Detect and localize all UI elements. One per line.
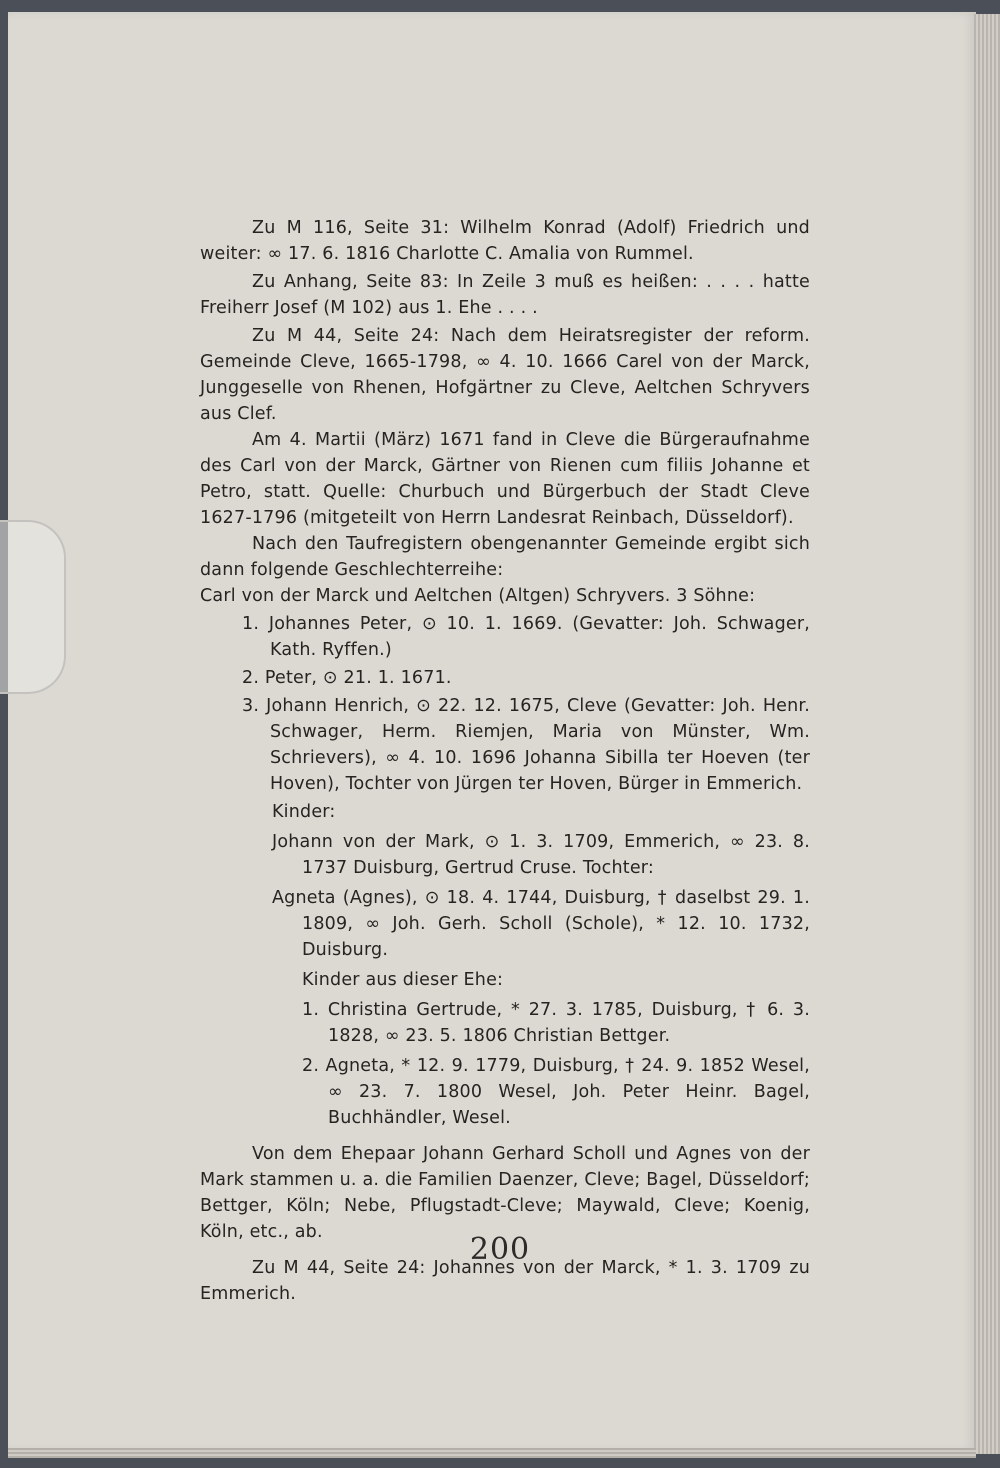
child-johann: Johann von der Mark, ⊙ 1. 3. 1709, Emmerich, ∞ 23. 8. 1737 Duisburg, Gertrud Cruse. Tochter: bbox=[272, 832, 810, 878]
paragraph-anhang: Zu Anhang, Seite 83: In Zeile 3 muß es heißen: . . . . hatte Freiherr Josef (M 102) aus 1. Ehe . . . . bbox=[200, 272, 810, 318]
paragraph-carl-family: Carl von der Marck und Aeltchen (Altgen) Schryvers. 3 Söhne: bbox=[200, 586, 756, 606]
page-body bbox=[200, 215, 810, 1317]
son-entry-1: 1. Johannes Peter, ⊙ 10. 1. 1669. (Gevatter: Joh. Schwager, Kath. Ryffen.) bbox=[242, 614, 810, 660]
grandchild-agneta: Agneta (Agnes), ⊙ 18. 4. 1744, Duisburg, † daselbst 29. 1. 1809, ∞ Joh. Gerh. Scholl (Schole), * 12. 10. 1732, Duisburg. bbox=[272, 888, 810, 960]
paragraph-families: Von dem Ehepaar Johann Gerhard Scholl und Agnes von der Mark stammen u. a. die Familien Daenzer, Cleve; Bagel, Düsseldorf; Bettger, Köln; Nebe, Pflugstadt-Cleve; Maywald, Cleve; Koenig, Köln, etc., ab. bbox=[200, 1144, 810, 1242]
page-number: 200 bbox=[469, 1232, 531, 1267]
paragraph-taufregister: Nach den Taufregistern obengenannter Gemeinde ergibt sich dann folgende Geschlechterreihe: bbox=[200, 534, 810, 580]
son-entry-2: 2. Peter, ⊙ 21. 1. 1671. bbox=[242, 668, 452, 688]
paragraph-m116: Zu M 116, Seite 31: Wilhelm Konrad (Adolf) Friedrich und weiter: ∞ 17. 6. 1816 Charlotte C. Amalia von Rummel. bbox=[200, 218, 810, 264]
paragraph-m44-johannes: Zu M 44, Seite 24: Johannes von der Marck, * 1. 3. 1709 zu Emmerich. bbox=[200, 1258, 810, 1304]
son-entry-3: 3. Johann Henrich, ⊙ 22. 12. 1675, Cleve (Gevatter: Joh. Henr. Schwager, Herm. Riemjen, Maria von Münster, Wm. Schrievers), ∞ 4. 10. 1696 Johanna Sibilla ter Hoeven (ter Hoven), Tochter von Jürgen ter Hoven, Bürger in Emmerich. bbox=[242, 696, 810, 794]
kinder-ehe-label: Kinder aus dieser Ehe: bbox=[302, 970, 504, 990]
paragraph-buergeraufnahme: Am 4. Martii (März) 1671 fand in Cleve die Bürgeraufnahme des Carl von der Marck, Gärtner von Rienen cum filiis Johanne et Petro, statt. Quelle: Churbuch und Bürgerbuch der Stadt Cleve 1627-1796 (mitgeteilt von Herrn Landesrat Reinbach, Düsseldorf). bbox=[200, 430, 810, 528]
paragraph-m44-heiratsregister: Zu M 44, Seite 24: Nach dem Heiratsregister der reform. Gemeinde Cleve, 1665-1798, ∞ 4. 10. 1666 Carel von der Marck, Junggeselle von Rhenen, Hofgärtner zu Cleve, Aeltchen Schryvers aus Clef. bbox=[200, 326, 810, 424]
kinder-label: Kinder: bbox=[272, 802, 336, 822]
great-grandchild-2: 2. Agneta, * 12. 9. 1779, Duisburg, † 24. 9. 1852 Wesel, ∞ 23. 7. 1800 Wesel, Joh. Peter Heinr. Bagel, Buchhändler, Wesel. bbox=[302, 1056, 810, 1128]
page-bottom-edge bbox=[8, 1448, 976, 1458]
page-clip-tab bbox=[0, 520, 66, 694]
great-grandchild-1: 1. Christina Gertrude, * 27. 3. 1785, Duisburg, † 6. 3. 1828, ∞ 23. 5. 1806 Christian Bettger. bbox=[302, 1000, 810, 1046]
